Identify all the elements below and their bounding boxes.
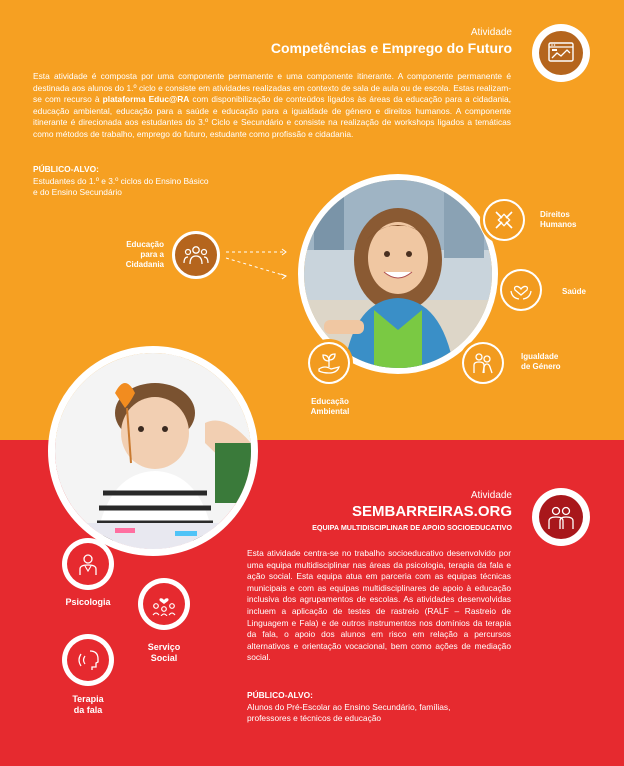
man-woman-icon xyxy=(471,351,495,375)
gender-equality-label-l1: Igualdade xyxy=(521,352,559,361)
social-service-label xyxy=(124,642,204,664)
social-service-label-l1: Serviço xyxy=(147,642,181,652)
group-people-icon xyxy=(183,244,209,266)
plant-hand-icon xyxy=(317,351,341,375)
environment-label xyxy=(290,397,370,417)
speech-therapy-label xyxy=(48,694,128,716)
speech-therapy-label-l2: da fala xyxy=(73,705,103,715)
citizenship-label xyxy=(100,240,164,270)
team-icon xyxy=(547,504,575,530)
heart-hands-icon xyxy=(509,279,533,301)
citizenship-label-l2: para a xyxy=(140,250,164,259)
activity1-target-line1: Estudantes do 1.º e 3.º ciclos do Ensino Básico xyxy=(33,175,209,186)
activity1-title: Competências e Emprego do Futuro xyxy=(270,40,512,56)
activity2-target-label: PÚBLICO-ALVO: xyxy=(247,690,313,700)
activity1-target xyxy=(33,164,333,199)
environment-label-l2: Ambiental xyxy=(310,407,350,416)
speech-therapy-label-l1: Terapia xyxy=(72,694,104,704)
people-heart-icon xyxy=(151,592,177,616)
human-rights-label-l1: Direitos xyxy=(540,210,570,219)
citizenship-label-l1: Educação xyxy=(126,240,164,249)
activity1-body-part1: Esta atividade é composta por uma componente permanente e uma componente itinerante. A componente permanente é destinada aos alunos do 1.º ciclo e consiste em atividades realizadas em contexto de sala de aula ou de escola. Estas realizam-se com recurso à xyxy=(33,71,511,105)
activity2-title: SEMBARREIRAS.ORG xyxy=(351,503,512,520)
activity2-target xyxy=(247,690,517,725)
activity1-target-label: PÚBLICO-ALVO: xyxy=(33,164,99,174)
health-bubble xyxy=(497,266,545,314)
gender-equality-label xyxy=(521,352,561,372)
environment-bubble xyxy=(305,339,353,387)
activity2-target-line1: Alunos do Pré-Escolar ao Ensino Secundário, famílias, xyxy=(247,701,451,712)
social-service-label-l2: Social xyxy=(150,653,178,663)
boy-photo-illustration xyxy=(55,353,251,549)
linked-hands-icon xyxy=(492,208,516,232)
environment-label-l1: Educação xyxy=(311,397,349,406)
activity1-body-part2: com disponibilização de conteúdos ligados às áreas da educação para a cidadania, educação ambiental, educação para a saúde e educação para a igualdade de género e direitos humanos. A componente itinerante é direcionada aos estudantes do 3.º Ciclo e Secundário e consiste na realização de workshops ligados a temáticas como métodos de trabalho, emprego do futuro, estudante como profissão e cidadania. xyxy=(33,94,511,139)
activity1-kicker: Atividade xyxy=(470,27,512,38)
speaking-head-icon xyxy=(76,648,100,672)
citizenship-bubble xyxy=(172,231,220,279)
social-service-bubble xyxy=(138,578,190,630)
activity2-badge xyxy=(532,488,590,546)
activity1-target-line2: e do Ensino Secundário xyxy=(33,187,122,198)
browser-chart-icon xyxy=(548,42,574,64)
psychologist-icon xyxy=(77,552,99,576)
citizenship-label-l3: Cidadania xyxy=(125,260,164,269)
dashed-arrows xyxy=(224,240,294,280)
psychology-label: Psicologia xyxy=(65,597,111,607)
activity2-subtitle: EQUIPA MULTIDISCIPLINAR DE APOIO SOCIOEDUCATIVO xyxy=(312,523,512,532)
activity2-body: Esta atividade centra-se no trabalho socioeducativo desenvolvido por uma equipa multidisciplinar nas áreas da psicologia, terapia da fala e ação social. Esta equipa atua em parceria com as equipas técnicas municipais e com as equipas multidisciplinares de apoio à educação inclusiva dos agrupamentos de escolas. As atividades desenvolvidas incluem a aplicação de testes de rastreio (RALF – Rastreio de Linguagem e Fala) e de outros instrumentos nos domínios da terapia da fala, o apoio dos alunos em risco em relação a percursos alternativos e orientação vocacional, bem como ações de mediação social. xyxy=(247,548,511,663)
activity1-body xyxy=(33,71,511,141)
health-label: Saúde xyxy=(562,287,587,296)
educara-platform: plataforma Educ@RA xyxy=(102,94,190,105)
human-rights-bubble xyxy=(480,196,528,244)
gender-equality-bubble xyxy=(459,339,507,387)
activity2-target-line2: professores e técnicos de educação xyxy=(247,713,382,724)
psychology-bubble xyxy=(62,538,114,590)
human-rights-label-l2: Humanos xyxy=(540,220,577,229)
human-rights-label xyxy=(540,210,576,230)
speech-therapy-bubble xyxy=(62,634,114,686)
gender-equality-label-l2: de Género xyxy=(521,362,561,371)
boy-photo xyxy=(48,346,258,556)
activity2-kicker: Atividade xyxy=(470,490,512,501)
activity1-badge xyxy=(532,24,590,82)
